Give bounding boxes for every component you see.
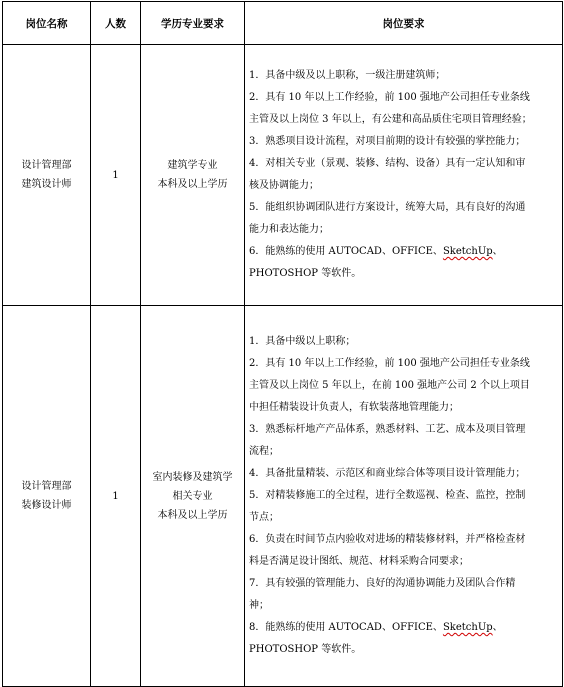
requirement-line: 2．具有 10 年以上工作经验，前 100 强地产公司担任专业条线	[249, 92, 530, 103]
requirement-text: 6．能熟练的使用 AUTOCAD、OFFICE、	[249, 246, 443, 257]
position-title-line: 设计管理部	[21, 481, 72, 492]
requirement-text: 、	[492, 246, 503, 257]
position-cell	[3, 306, 91, 687]
position-title-line: 设计管理部	[21, 160, 72, 171]
count-cell: 1	[91, 306, 141, 687]
requirement-text: 、	[492, 622, 503, 633]
requirement-line: 节点；	[249, 512, 279, 523]
education-line: 相关专业	[172, 490, 213, 502]
requirement-line: 1．具备中级以上职称；	[249, 336, 356, 347]
requirement-line: 3．熟悉项目设计流程，对项目前期的设计有较强的掌控能力；	[249, 136, 526, 147]
header-requirements: 岗位要求	[245, 2, 563, 45]
education-cell	[141, 45, 245, 306]
requirements-cell	[245, 45, 563, 306]
requirement-text: 8．能熟练的使用 AUTOCAD、OFFICE、	[249, 622, 443, 633]
requirement-line: 5．对精装修施工的全过程，进行全数巡视、检查、监控，控制	[249, 490, 526, 501]
requirement-line: 能力和表达能力；	[249, 224, 329, 235]
job-requirements-table	[2, 1, 563, 687]
requirement-line: 料是否满足设计图纸、规范、材料采购合同要求；	[249, 556, 469, 567]
education-cell	[141, 306, 245, 687]
requirement-line: 3．熟悉标杆地产产品体系，熟悉材料、工艺、成本及项目管理	[249, 424, 526, 435]
header-count: 人数	[91, 2, 141, 45]
requirement-line	[249, 241, 558, 263]
requirement-line: 5．能组织协调团队进行方案设计，统筹大局，具有良好的沟通	[249, 202, 526, 213]
education-line: 本科及以上学历	[157, 509, 228, 521]
education-line: 室内装修及建筑学	[152, 471, 233, 483]
requirement-line: 中担任精装设计负责人，有软装落地管理能力；	[249, 402, 459, 413]
table-row	[3, 306, 563, 687]
sketchup-spellcheck-word: SketchUp	[442, 622, 493, 633]
requirement-line: 流程；	[249, 446, 279, 457]
requirement-line: PHOTOSHOP 等软件。	[249, 268, 362, 279]
requirements-cell	[245, 306, 563, 687]
table-row	[3, 45, 563, 306]
requirement-line: 2．具有 10 年以上工作经验，前 100 强地产公司担任专业条线	[249, 358, 530, 369]
requirement-line: 核及协调能力；	[249, 180, 319, 191]
sketchup-spellcheck-word: SketchUp	[442, 246, 493, 257]
requirement-line: 1．具备中级及以上职称，一级注册建筑师；	[249, 70, 446, 81]
requirement-line: 7．具有较强的管理能力、良好的沟通协调能力及团队合作精	[249, 578, 516, 589]
header-position: 岗位名称	[3, 2, 91, 45]
position-title-line: 装修设计师	[21, 500, 72, 511]
requirement-line: 4．对相关专业（景观、装修、结构、设备）具有一定认知和审	[249, 158, 526, 169]
position-title-line: 建筑设计师	[21, 179, 72, 190]
requirement-line: 主管及以上岗位 3 年以上，有公建和高品质住宅项目管理经验；	[249, 114, 532, 125]
education-line: 本科及以上学历	[157, 179, 228, 190]
count-cell: 1	[91, 45, 141, 306]
education-line: 建筑学专业	[167, 160, 218, 171]
requirement-line: 4．具备批量精装、示范区和商业综合体等项目设计管理能力；	[249, 468, 526, 479]
position-cell	[3, 45, 91, 306]
table-header-row	[3, 2, 563, 45]
requirement-line: 6．负责在时间节点内验收对进场的精装修材料，并严格检查材	[249, 534, 526, 545]
requirement-line	[249, 617, 558, 639]
requirement-line: 神；	[249, 600, 269, 611]
requirement-line: PHOTOSHOP 等软件。	[249, 644, 362, 655]
requirement-line: 主管及以上岗位 5 年以上，在前 100 强地产公司 2 个以上项目	[249, 380, 530, 391]
header-education: 学历专业要求	[141, 2, 245, 45]
